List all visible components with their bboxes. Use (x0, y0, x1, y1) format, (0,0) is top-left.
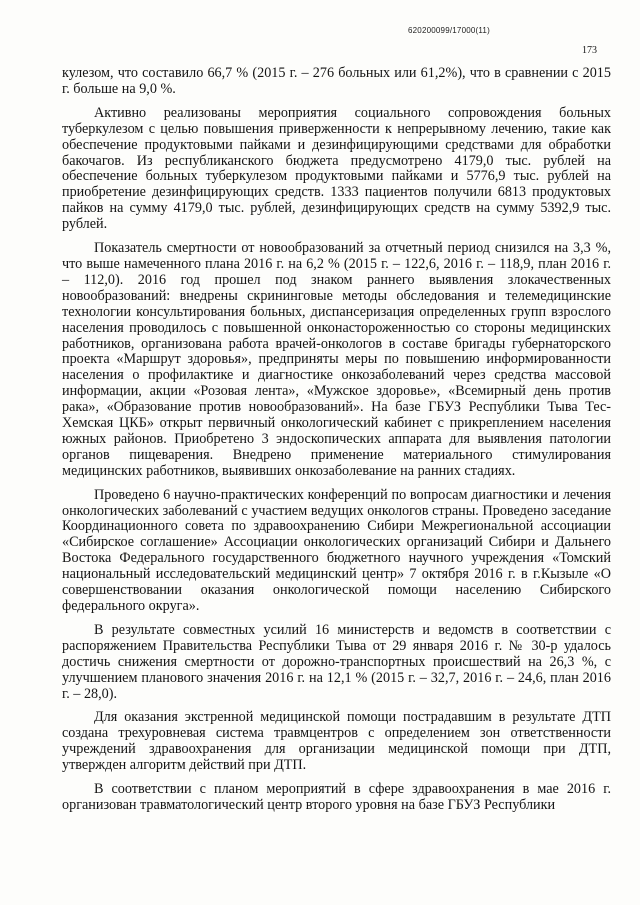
paragraph-oncology-mortality: Показатель смертности от новообразований за отчетный период снизился на 3,3 %, что выше намеченного плана 2016 г. на 6,2 % (2015 г. – 122,6, 2016 г. – 118,9, план 2016 г. – 112,0). 2016 год прошел под знаком раннего выявления злокачественных новообразований: внедрены скрининговые методы обследования и телемедицинские технологии консультирования больных, диспансеризация определенных групп взрослого населения проводилось с повышенной онконастороженностью со стороны медицинских работников, организована работа врачей-онкологов в составе бригады губернаторского проекта «Маршрут здоровья», предприняты меры по повышению информированности населения о профилактике и диагностике онкозаболеваний через средства массовой информации, акции «Розовая лента», «Мужское здоровье», «Всемирный день против рака», «Образование против новообразований». На базе ГБУЗ Республики Тыва Тес-Хемская ЦКБ» открыт первичный онкологический кабинет с прикреплением населения южных районов. Приобретено 3 эндоскопических аппарата для выявления патологии органов пищеварения. Внедрено применение материального стимулирования медицинских работников, выявивших онкозаболевание на ранних стадиях. (62, 240, 611, 479)
document-number: 620200099/17000(11) (408, 26, 490, 35)
paragraph-social-support: Активно реализованы мероприятия социального сопровождения больных туберкулезом с целью повышения приверженности к непрерывному лечению, такие как обеспечение продуктовыми пайками и дезинфицирующими средствами для обработки бакочагов. Из республиканского бюджета предусмотрено 4179,0 тыс. рублей на обеспечение больных туберкулезом продуктовыми пайками и 5776,9 тыс. рублей на приобретение дезинфицирующих средств. 1333 пациентов получили 6813 продуктовых пайков на сумму 4179,0 тыс. рублей, дезинфицирующих средств на сумму 5392,9 тыс. рублей. (62, 104, 611, 233)
paragraph-road-mortality: В результате совместных усилий 16 министерств и ведомств в соответствии с распоряжением Правительства Республики Тыва от 29 января 2016 г. № 30-р удалось достичь снижения смертности от дорожно-транспортных происшествий на 26,3 %, с улучшением планового значения 2016 г. на 12,1 % (2015 г. – 32,7, 2016 г. – 24,6, план 2016 г. – 28,0). (62, 621, 611, 702)
paragraph-continued: кулезом, что составило 66,7 % (2015 г. – 276 больных или 61,2%), что в сравнении с 2015 г. больше на 9,0 %. (62, 65, 611, 97)
paragraph-trauma-system: Для оказания экстренной медицинской помощи пострадавшим в результате ДТП создана трехуровневая система травмцентров с определением зон ответственности учреждений здравоохранения для организации медицинской помощи при ДТП, утвержден алгоритм действий при ДТП. (62, 709, 611, 774)
paragraph-trauma-center: В соответствии с планом мероприятий в сфере здравоохранения в мае 2016 г. организован травматологический центр второго уровня на базе ГБУЗ Республики (62, 781, 611, 813)
document-body (62, 66, 611, 814)
paragraph-conferences: Проведено 6 научно-практических конференций по вопросам диагностики и лечения онкологических заболеваний с участием ведущих онкологов страны. Проведено заседание Координационного совета по здравоохранению Сибири Межрегиональной ассоциации «Сибирское соглашение» Ассоциации онкологических организаций Сибири и Дальнего Востока Федерального государственного бюджетного научного учреждения «Томский национальный исследовательский медицинский центр» 7 октября 2016 г. в г.Кызыле «О совершенствовании оказания онкологической помощи населению Сибирского федерального округа». (62, 486, 611, 614)
page-number: 173 (582, 45, 597, 56)
